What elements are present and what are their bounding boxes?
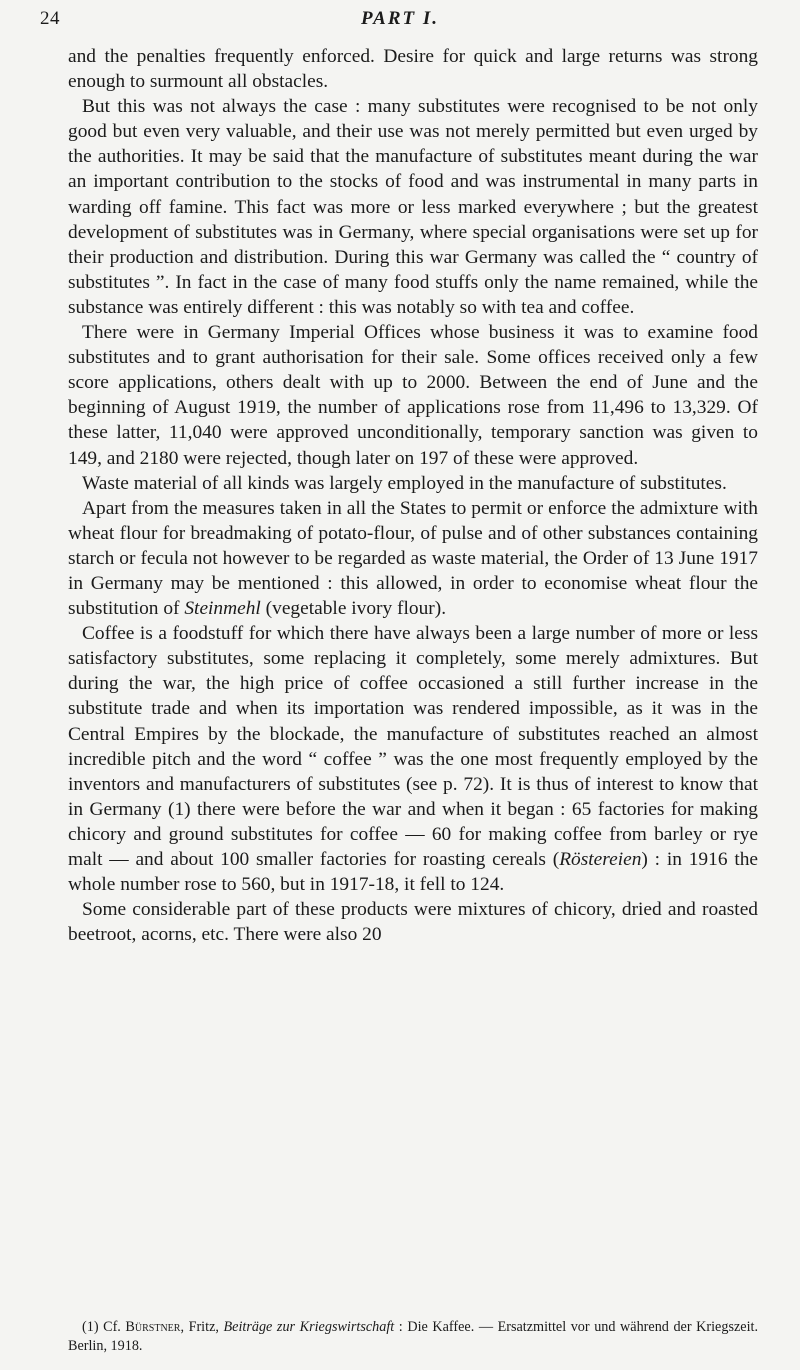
page-header bbox=[40, 8, 760, 32]
paragraph: There were in Germany Imperial Offices whose business it was to examine food substitutes and to grant authorisation for their sale. Some offices received only a few score applications, others dealt with up to 2000. Between the end of June and the beginning of August 1919, the number of applications rose from 11,496 to 13,329. Of these latter, 11,040 were approved unconditionally, temporary sanction was given to 149, and 2180 were rejected, though later on 197 of these were approved. bbox=[68, 322, 758, 469]
paragraph: and the penalties frequently enforced. Desire for quick and large returns was strong enough to surmount all obstacles. bbox=[68, 46, 758, 93]
text-run: , Fritz, bbox=[180, 1319, 224, 1335]
italic-term: Röstereien bbox=[559, 849, 642, 870]
running-title: PART I. bbox=[360, 8, 440, 29]
paragraph bbox=[68, 621, 758, 897]
footnote-marker: (1) Cf. bbox=[82, 1319, 126, 1335]
italic-term: Steinmehl bbox=[184, 598, 261, 620]
footnote-title: Beiträge zur Kriegswirtschaft bbox=[223, 1319, 395, 1335]
footnote-text bbox=[68, 1318, 758, 1356]
body-text bbox=[68, 44, 758, 947]
text-run: (vegetable ivory flour). bbox=[260, 598, 447, 620]
page-number: 24 bbox=[40, 8, 60, 29]
paragraph: Waste material of all kinds was largely employed in the manufacture of substitutes. bbox=[82, 472, 727, 494]
text-run: ) : in 1916 the whole number rose to 560, but in 1917-18, it fell to 124. bbox=[68, 849, 759, 896]
footnote bbox=[68, 1318, 758, 1356]
text-run: Apart from the measures taken in all the States to permit or enforce the admixture with wheat flour for breadmaking of potato-flour, of pulse and of other substances containing starch or fecula not however to be regarded as waste material, the Order of 13 June 1917 in Germany may be mentioned : this allowed, in order to economise wheat flour the substitution of bbox=[68, 497, 758, 620]
text-run: Coffee is a foodstuff for which there have always been a large number of more or less satisfactory substitutes, some replacing it completely, some merely admixtures. But during the war, the high price of coffee occasioned a still further increase in the substitute trade and when its importation was rendered impossible, as it was in the Central Empires by the blockade, the manufacture of substitutes reached an almost incredible pitch and the word “ coffee ” was the one most frequently employed by the inventors and manufacturers of substitutes (see p. 72). It is thus of interest to know that in Germany (1) there were before the war and when it began : 65 factories for making chicory and ground substitutes for coffee — 60 for making coffee from barley or rye malt — and about 100 smaller factories for roasting cereals ( bbox=[68, 623, 758, 870]
paragraph: But this was not always the case : many substitutes were recognised to be not only good but even very valuable, and their use was not merely permitted but even urged by the authorities. It may be said that the manufacture of substitutes meant during the war an important contribution to the stocks of food and was instrumental in many parts in warding off famine. This fact was more or less marked everywhere ; but the greatest development of substitutes was in Germany, where special organisations were set up for their production and distribution. During this war Germany was called the “ country of substitutes ”. In fact in the case of many food stuffs only the name remained, while the substance was entirely different : this was notably so with tea and coffee. bbox=[68, 96, 758, 318]
paragraph: Some considerable part of these products were mixtures of chicory, dried and roasted beetroot, acorns, etc. There were also 20 bbox=[68, 899, 758, 946]
paragraph bbox=[68, 496, 758, 621]
text-run: : Die Kaffee. — Ersatzmittel vor und während der Kriegszeit. Berlin, 1918. bbox=[68, 1319, 758, 1354]
footnote-author: Bürstner bbox=[125, 1319, 181, 1335]
